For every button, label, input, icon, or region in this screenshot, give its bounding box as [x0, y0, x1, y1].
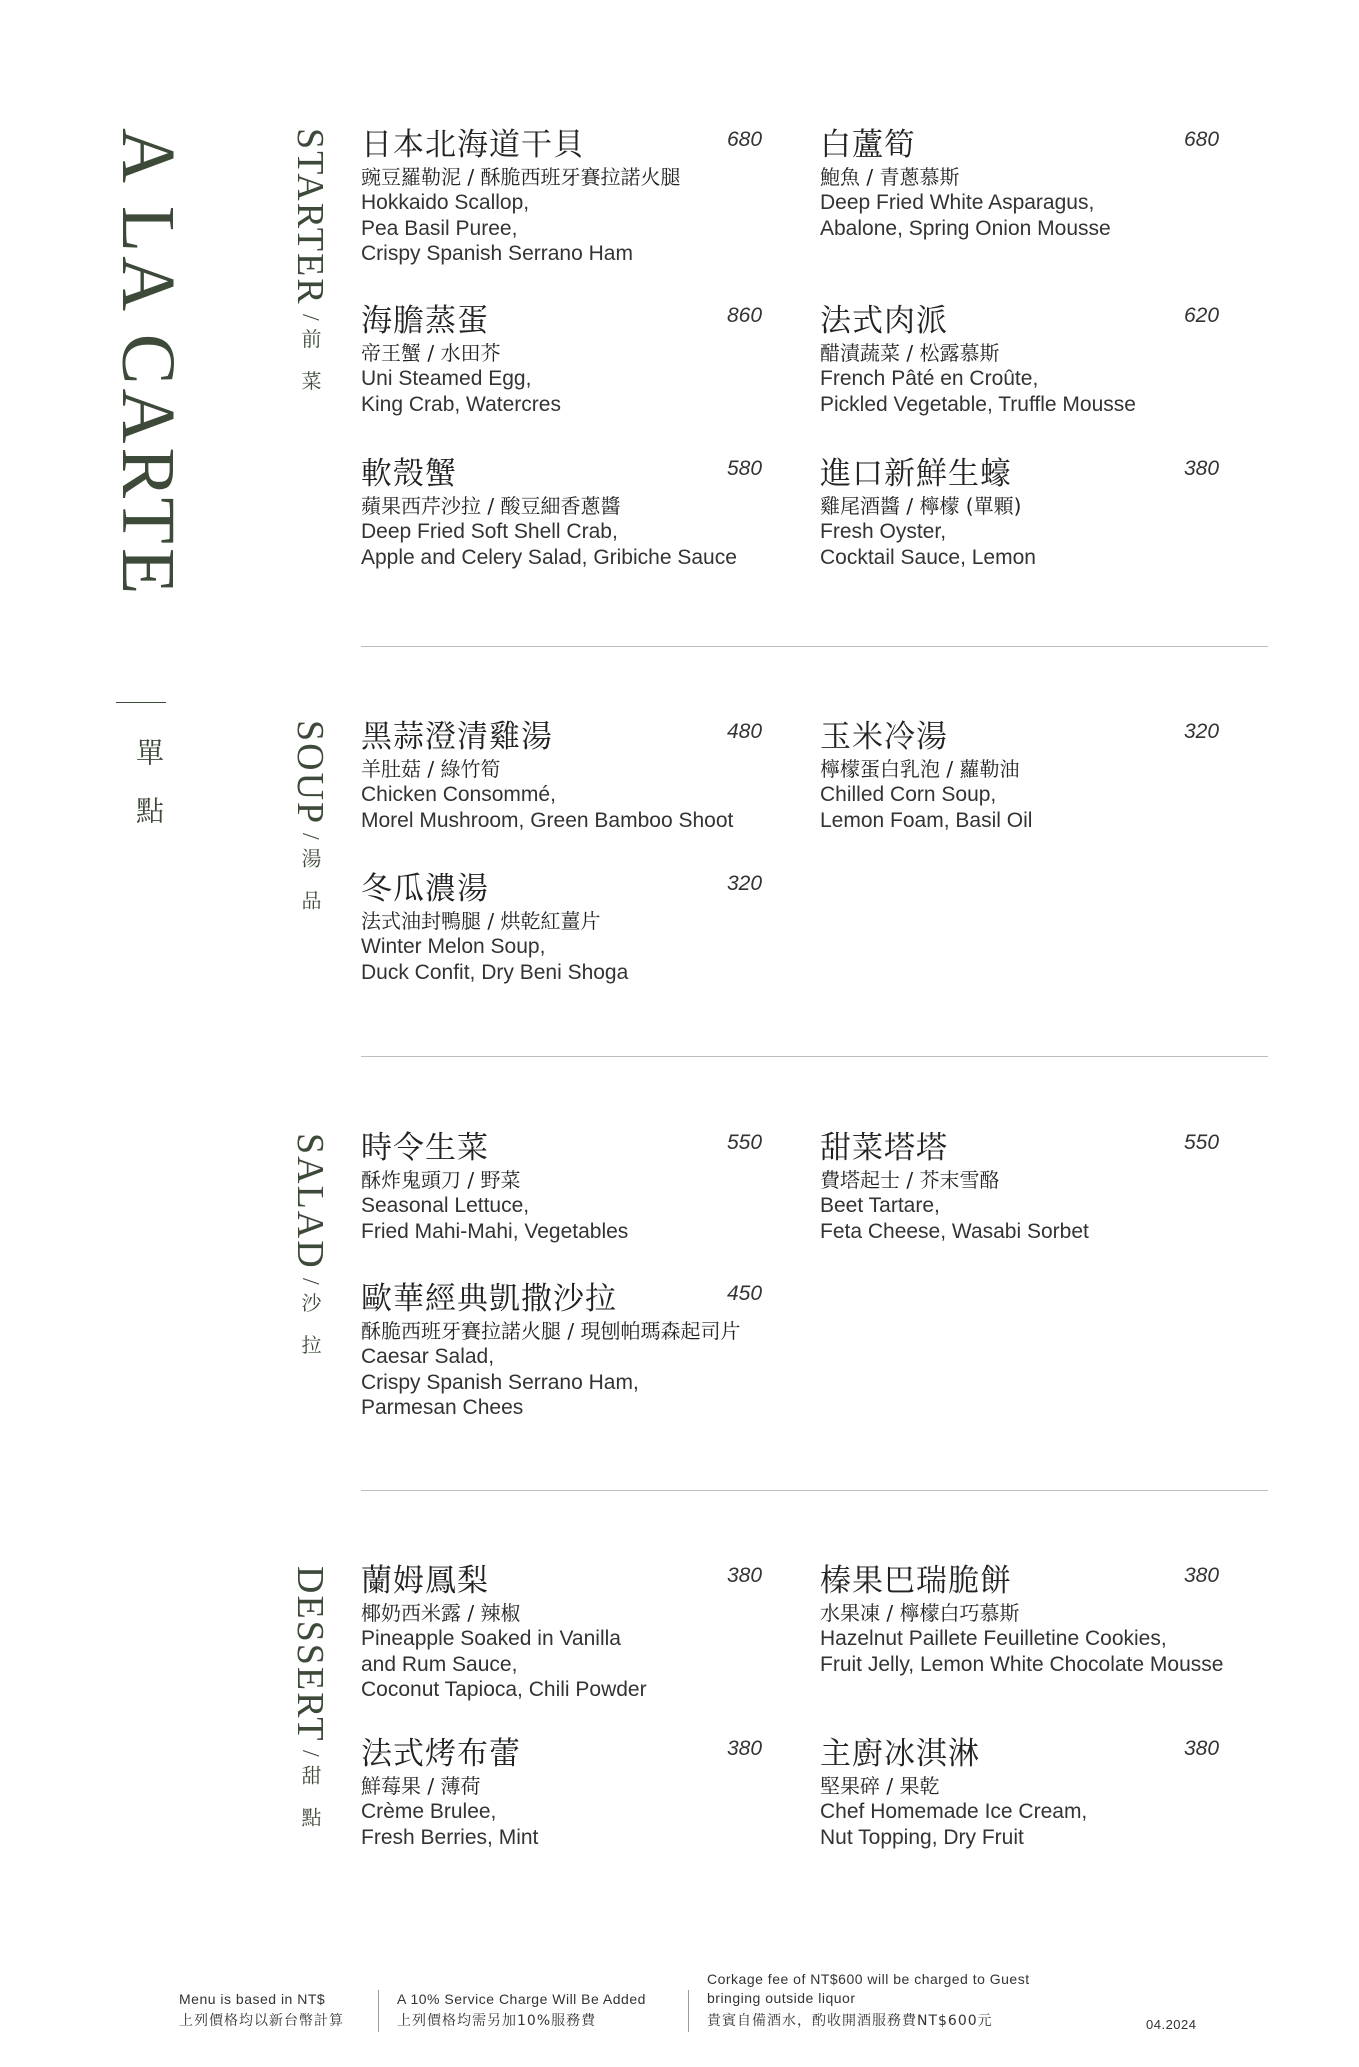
section-slash: / [297, 833, 323, 840]
menu-item [361, 302, 781, 417]
menu-item [361, 870, 781, 985]
page-title [108, 128, 188, 688]
dish-name-zh: 軟殼蟹 [361, 456, 457, 492]
dish-desc-zh: 醋漬蔬菜 / 松露慕斯 [820, 341, 1000, 365]
dish-desc-en: Crispy Spanish Serrano Ham [361, 242, 633, 265]
menu-item [361, 126, 781, 267]
footer-currency-en: Menu is based in NT$ [179, 1991, 326, 2007]
section-title-zh: 沙拉 [298, 1292, 322, 1377]
section-slash: / [297, 1750, 323, 1758]
section-slash: / [297, 313, 323, 321]
dish-name-zh: 白蘆筍 [820, 127, 916, 163]
dish-desc-en: French Pâté en Croûte, [820, 367, 1039, 390]
dish-price: 680 [727, 128, 763, 151]
dish-desc-en: Chef Homemade Ice Cream, [820, 1800, 1088, 1823]
dish-price: 380 [1184, 457, 1220, 480]
menu-item [361, 1129, 781, 1244]
footer-corkage-zh: 貴賓自備酒水，酌收開酒服務費NT$600元 [707, 2013, 993, 2029]
dish-desc-en: Fresh Oyster, [820, 520, 947, 543]
dish-desc-en: Seasonal Lettuce, [361, 1194, 530, 1217]
dish-desc-en: Fruit Jelly, Lemon White Chocolate Mousse [820, 1652, 1224, 1676]
menu-item [361, 718, 781, 833]
dish-desc-en: Beet Tartare, [820, 1194, 940, 1217]
dish-desc-zh: 堅果碎 / 果乾 [820, 1774, 940, 1798]
section-divider [361, 1056, 1268, 1057]
section-title-en: DESSERT [289, 1566, 331, 1743]
dish-desc-en: Pickled Vegetable, Truffle Mousse [820, 392, 1136, 416]
dish-desc-en: Pea Basil Puree, [361, 216, 518, 240]
dish-price: 580 [727, 457, 763, 480]
dish-desc-en: Nut Topping, Dry Fruit [820, 1825, 1024, 1849]
dish-desc-zh: 鮑魚 / 青蔥慕斯 [820, 165, 960, 189]
dish-price: 550 [1184, 1131, 1220, 1154]
dish-desc-zh: 酥炸鬼頭刀 / 野菜 [361, 1168, 521, 1192]
section-title-zh: 前菜 [298, 328, 322, 413]
dish-desc-en: Caesar Salad, [361, 1345, 495, 1368]
dish-price: 450 [727, 1282, 763, 1305]
section-title-zh: 甜點 [298, 1765, 322, 1850]
dish-desc-zh: 水果凍 / 檸檬白巧慕斯 [820, 1601, 1020, 1625]
dish-price: 320 [727, 872, 763, 895]
dish-desc-zh: 帝王蟹 / 水田芥 [361, 341, 501, 365]
dish-desc-en: Lemon Foam, Basil Oil [820, 808, 1033, 832]
dish-price: 380 [1184, 1737, 1220, 1760]
dish-name-zh: 甜菜塔塔 [820, 1130, 948, 1166]
dish-desc-zh: 椰奶西米露 / 辣椒 [361, 1601, 521, 1625]
section-label-dessert [288, 1566, 332, 1849]
dish-desc-en: Winter Melon Soup, [361, 935, 546, 958]
dish-desc-zh: 豌豆羅勒泥 / 酥脆西班牙賽拉諾火腿 [361, 165, 681, 189]
dish-desc-en: King Crab, Watercres [361, 392, 561, 416]
dish-desc-zh: 酥脆西班牙賽拉諾火腿 / 現刨帕瑪森起司片 [361, 1319, 741, 1343]
dish-desc-en: Deep Fried White Asparagus, [820, 191, 1095, 214]
footer-date: 04.2024 [1146, 2017, 1197, 2032]
dish-desc-zh: 費塔起士 / 芥末雪酪 [820, 1168, 1000, 1192]
dish-name-zh: 蘭姆鳳梨 [361, 1563, 489, 1599]
footer-divider [378, 1990, 379, 2032]
dish-desc-en: Chicken Consommé, [361, 783, 556, 806]
dish-price: 380 [727, 1737, 763, 1760]
footer-currency-zh: 上列價格均以新台幣計算 [179, 2013, 344, 2029]
dish-desc-en: Crème Brulee, [361, 1800, 497, 1823]
dish-desc-en: Apple and Celery Salad, Gribiche Sauce [361, 545, 737, 569]
dish-name-zh: 時令生菜 [361, 1130, 489, 1166]
dish-desc-en: Morel Mushroom, Green Bamboo Shoot [361, 808, 734, 832]
dish-name-zh: 海膽蒸蛋 [361, 303, 489, 339]
footer-corkage-note [707, 1970, 1030, 2031]
footer-corkage-en: Corkage fee of NT$600 will be charged to Guest [707, 1971, 1030, 1987]
footer-divider [688, 1990, 689, 2032]
section-title-zh: 湯品 [298, 847, 322, 932]
footer-service-en: A 10% Service Charge Will Be Added [397, 1991, 646, 2007]
dish-name-zh: 進口新鮮生蠔 [820, 456, 1012, 492]
section-divider [361, 646, 1268, 647]
menu-item [820, 1562, 1260, 1677]
menu-item [820, 302, 1240, 417]
section-label-starter [288, 128, 332, 412]
menu-item [820, 718, 1240, 833]
dish-desc-en: and Rum Sauce, [361, 1652, 518, 1676]
dish-price: 680 [1184, 128, 1220, 151]
dish-desc-zh: 鮮莓果 / 薄荷 [361, 1774, 481, 1798]
section-label-salad [288, 1133, 332, 1376]
dish-desc-en: Pineapple Soaked in Vanilla [361, 1627, 621, 1650]
menu-item [820, 1129, 1240, 1244]
dish-name-zh: 玉米冷湯 [820, 719, 948, 755]
dish-desc-en: Fried Mahi-Mahi, Vegetables [361, 1219, 629, 1243]
page-title-zh: 單點 [132, 738, 165, 854]
menu-item [820, 126, 1240, 241]
dish-desc-zh: 蘋果西芹沙拉 / 酸豆細香蔥醬 [361, 494, 621, 518]
dish-name-zh: 黑蒜澄清雞湯 [361, 719, 553, 755]
dish-desc-en: Fresh Berries, Mint [361, 1825, 539, 1849]
footer-corkage-en: bringing outside liquor [707, 1990, 856, 2006]
dish-desc-zh: 法式油封鴨腿 / 烘乾紅薑片 [361, 909, 601, 933]
menu-item [361, 1280, 881, 1421]
menu-item [820, 1735, 1240, 1850]
dish-desc-en: Hazelnut Paillete Feuilletine Cookies, [820, 1627, 1167, 1650]
dish-desc-en: Parmesan Chees [361, 1396, 524, 1419]
dish-name-zh: 歐華經典凱撒沙拉 [361, 1281, 617, 1317]
dish-name-zh: 法式烤布蕾 [361, 1736, 521, 1772]
dish-desc-en: Cocktail Sauce, Lemon [820, 545, 1036, 569]
dish-desc-zh: 檸檬蛋白乳泡 / 蘿勒油 [820, 757, 1020, 781]
dish-price: 380 [727, 1564, 763, 1587]
menu-item [361, 1562, 781, 1703]
section-label-soup [288, 720, 332, 932]
dish-desc-zh: 雞尾酒醬 / 檸檬 (單顆) [820, 494, 1022, 518]
dish-desc-en: Feta Cheese, Wasabi Sorbet [820, 1219, 1089, 1243]
dish-name-zh: 日本北海道干貝 [361, 127, 585, 163]
section-title-en: SOUP [289, 720, 331, 826]
dish-price: 620 [1184, 304, 1220, 327]
dish-price: 860 [727, 304, 763, 327]
section-title-en: SALAD [289, 1133, 331, 1270]
page-title-en: A LA CARTE [106, 128, 190, 599]
dish-desc-en: Uni Steamed Egg, [361, 367, 532, 390]
menu-item [820, 455, 1240, 570]
dish-desc-en: Crispy Spanish Serrano Ham, [361, 1370, 639, 1394]
dish-desc-en: Deep Fried Soft Shell Crab, [361, 520, 618, 543]
footer-service-note [397, 1988, 646, 2032]
dish-desc-en: Coconut Tapioca, Chili Powder [361, 1678, 647, 1701]
menu-item [361, 455, 781, 570]
dish-desc-en: Duck Confit, Dry Beni Shoga [361, 960, 629, 984]
dish-name-zh: 冬瓜濃湯 [361, 871, 489, 907]
dish-name-zh: 榛果巴瑞脆餅 [820, 1563, 1012, 1599]
title-divider [116, 702, 166, 703]
section-divider [361, 1490, 1268, 1491]
dish-desc-en: Abalone, Spring Onion Mousse [820, 216, 1111, 240]
dish-desc-en: Chilled Corn Soup, [820, 783, 997, 806]
dish-price: 550 [727, 1131, 763, 1154]
dish-price: 380 [1184, 1564, 1220, 1587]
dish-price: 480 [727, 720, 763, 743]
footer-currency-note [179, 1988, 344, 2032]
dish-desc-en: Hokkaido Scallop, [361, 191, 530, 214]
footer-service-zh: 上列價格均需另加10%服務費 [397, 2013, 597, 2029]
dish-name-zh: 法式肉派 [820, 303, 948, 339]
dish-desc-zh: 羊肚菇 / 綠竹筍 [361, 757, 501, 781]
dish-name-zh: 主廚冰淇淋 [820, 1736, 980, 1772]
dish-price: 320 [1184, 720, 1220, 743]
menu-item [361, 1735, 781, 1850]
section-title-en: STARTER [289, 128, 331, 306]
section-slash: / [297, 1277, 323, 1285]
